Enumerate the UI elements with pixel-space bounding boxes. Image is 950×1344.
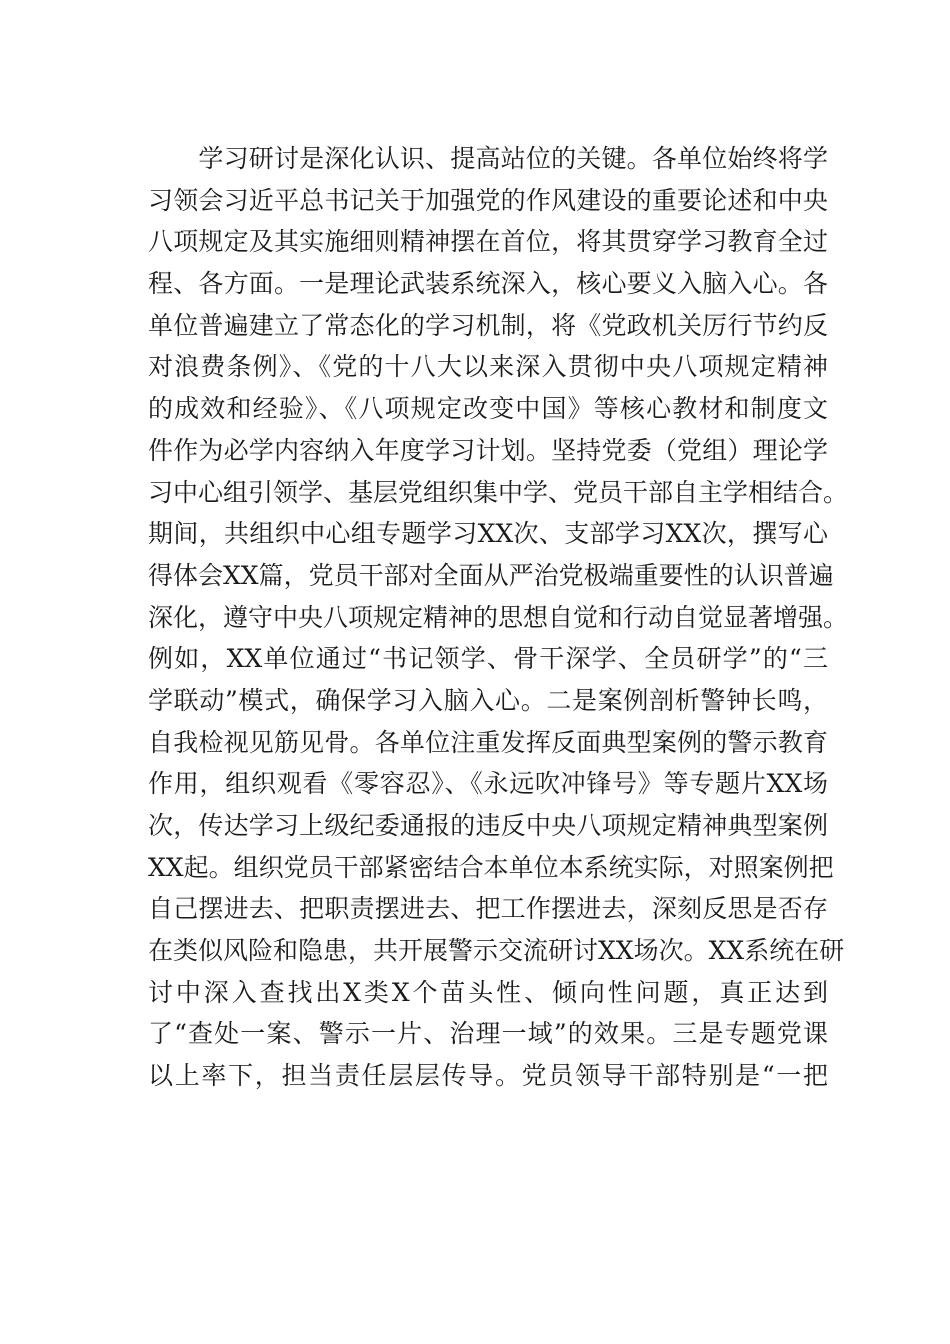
body-paragraph bbox=[148, 138, 849, 1097]
paragraph-line: 期间，共组织中心组专题学习XX次、支部学习XX次，撰写心 bbox=[148, 519, 828, 549]
paragraph-line: 的成效和经验》、《八项规定改变中国》等核心教材和制度文 bbox=[148, 394, 828, 424]
paragraph-line: 作用，组织观看《零容忍》、《永远吹冲锋号》等专题片XX场 bbox=[148, 769, 828, 799]
paragraph-line: XX起。组织党员干部紧密结合本单位本系统实际，对照案例把 bbox=[148, 852, 834, 882]
paragraph-line: 八项规定及其实施细则精神摆在首位，将其贯穿学习教育全过 bbox=[148, 227, 828, 257]
paragraph-line: 讨中深入查找出X类X个苗头性、倾向性问题，真正达到 bbox=[148, 977, 828, 1007]
paragraph-line: 在类似风险和隐患，共开展警示交流研讨XX场次。XX系统在研 bbox=[148, 936, 845, 966]
paragraph-line: 件作为必学内容纳入年度学习计划。坚持党委（党组）理论学 bbox=[148, 435, 828, 465]
paragraph-line: 深化，遵守中央八项规定精神的思想自觉和行动自觉显著增强。 bbox=[148, 602, 849, 632]
paragraph-line: 自己摆进去、把职责摆进去、把工作摆进去，深刻反思是否存 bbox=[148, 894, 828, 924]
paragraph-line: 以上率下，担当责任层层传导。党员领导干部特别是“一把 bbox=[148, 1061, 828, 1091]
paragraph-line: 习领会习近平总书记关于加强党的作风建设的重要论述和中央 bbox=[148, 185, 828, 215]
paragraph-line: 学习研讨是深化认识、提高站位的关键。各单位始终将学 bbox=[148, 144, 828, 173]
paragraph-line: 单位普遍建立了常态化的学习机制，将《党政机关厉行节约反 bbox=[148, 310, 828, 340]
paragraph-line: 得体会XX篇，党员干部对全面从严治党极端重要性的认识普遍 bbox=[148, 560, 834, 590]
paragraph-line: 例如，XX单位通过“书记领学、骨干深学、全员研学”的“三 bbox=[148, 644, 828, 674]
paragraph-line: 自我检视见筋见骨。各单位注重发挥反面典型案例的警示教育 bbox=[148, 727, 828, 757]
paragraph-line: 程、各方面。一是理论武装系统深入，核心要义入脑入心。各 bbox=[148, 269, 828, 299]
paragraph-line: 对浪费条例》、《党的十八大以来深入贯彻中央八项规定精神 bbox=[148, 352, 828, 382]
paragraph-line: 学联动”模式，确保学习入脑入心。二是案例剖析警钟长鸣， bbox=[148, 685, 828, 715]
paragraph-line: 了“查处一案、警示一片、治理一域”的效果。三是专题党课 bbox=[148, 1019, 828, 1049]
paragraph-line: 次，传达学习上级纪委通报的违反中央八项规定精神典型案例 bbox=[148, 811, 828, 840]
paragraph-line: 习中心组引领学、基层党组织集中学、党员干部自主学相结合。 bbox=[148, 477, 849, 507]
